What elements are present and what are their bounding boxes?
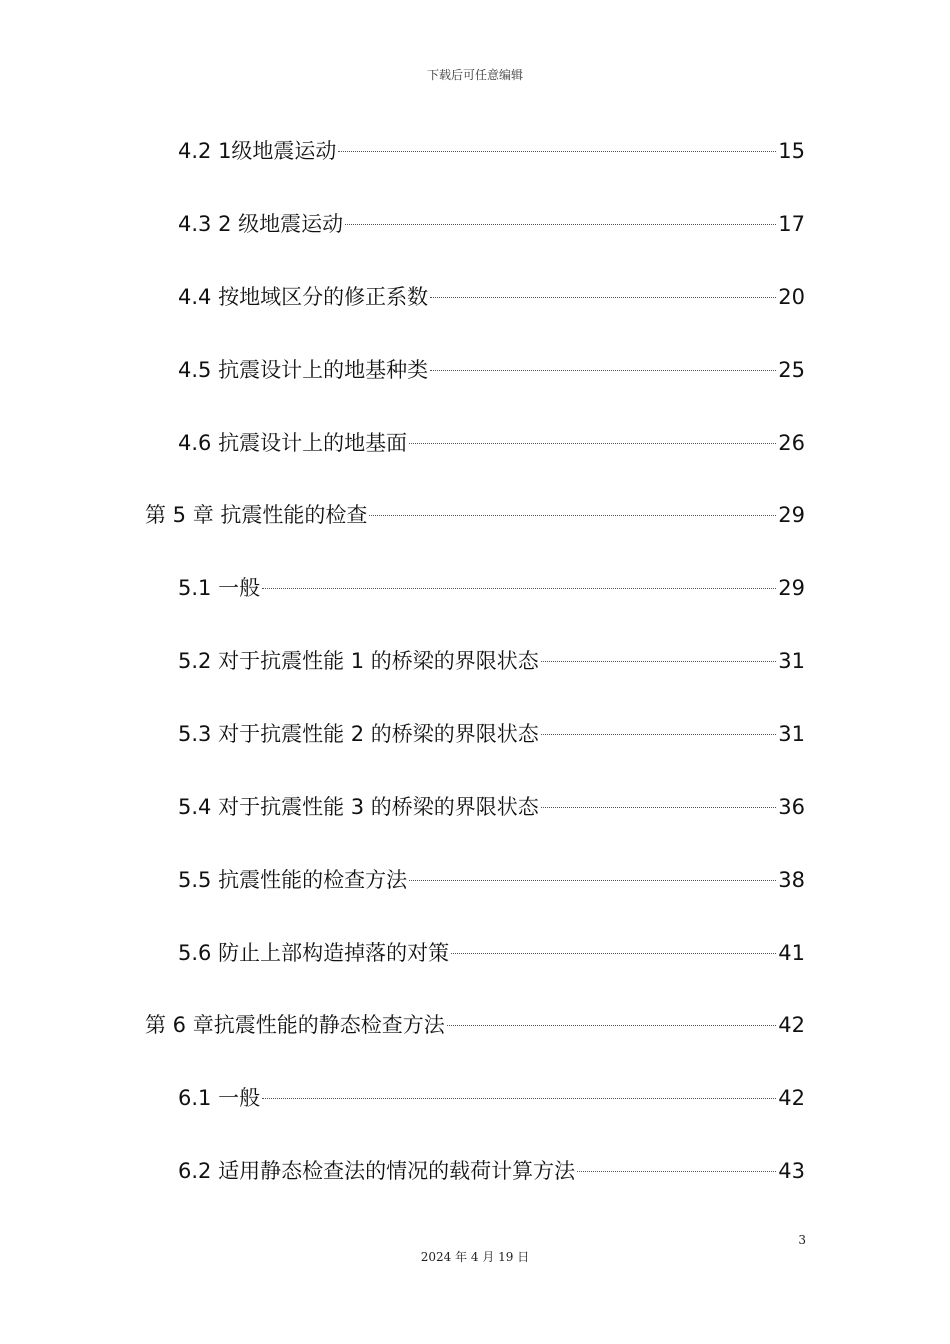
toc-dot-leader: [541, 734, 776, 735]
toc-entry[interactable]: [178, 136, 805, 166]
toc-dot-leader: [541, 661, 776, 662]
toc-dot-leader: [338, 151, 776, 152]
toc-entry-page: 25: [778, 358, 805, 382]
toc-dot-leader: [430, 370, 776, 371]
toc-entry[interactable]: [178, 1083, 805, 1113]
toc-entry[interactable]: [178, 646, 805, 676]
toc-dot-leader: [345, 224, 776, 225]
toc-dot-leader: [451, 953, 776, 954]
toc-entry-title: 4.4 按地域区分的修正系数: [178, 285, 429, 309]
toc-entry-title: 5.2 对于抗震性能 1 的桥梁的界限状态: [178, 649, 539, 673]
toc-dot-leader: [409, 880, 776, 881]
toc-dot-leader: [262, 1098, 776, 1099]
toc-entry-page: 41: [778, 941, 805, 965]
toc-entry-title: 6.1 一般: [178, 1086, 261, 1110]
page-number: 3: [798, 1233, 806, 1247]
toc-entry-page: 15: [778, 139, 805, 163]
toc-entry-title: 6.2 适用静态检查法的情况的载荷计算方法: [178, 1159, 576, 1183]
toc-entry[interactable]: [178, 938, 805, 968]
toc-dot-leader: [262, 588, 776, 589]
toc-entry-page: 42: [778, 1086, 805, 1110]
toc-entry-page: 29: [778, 503, 805, 527]
toc-entry-page: 36: [778, 795, 805, 819]
toc-entry-title: 5.5 抗震性能的检查方法: [178, 868, 408, 892]
toc-entry-title: 4.2 1级地震运动: [178, 139, 337, 163]
toc-entry-page: 43: [778, 1159, 805, 1183]
toc-entry-title: 5.1 一般: [178, 576, 261, 600]
toc-entry[interactable]: [178, 282, 805, 312]
toc-entry-page: 26: [778, 431, 805, 455]
toc-dot-leader: [430, 297, 776, 298]
toc-entry-title: 4.3 2 级地震运动: [178, 212, 344, 236]
toc-entry-page: 42: [778, 1013, 805, 1037]
toc-entry-title: 5.3 对于抗震性能 2 的桥梁的界限状态: [178, 722, 539, 746]
toc-entry-title: 第 5 章 抗震性能的检查: [145, 503, 368, 527]
toc-entry-title: 4.6 抗震设计上的地基面: [178, 431, 408, 455]
page-footer-date: 2024 年 4 月 19 日: [420, 1250, 530, 1264]
toc-dot-leader: [369, 515, 776, 516]
toc-dot-leader: [409, 443, 776, 444]
toc-entry-page: 20: [778, 285, 805, 309]
toc-entry[interactable]: [178, 792, 805, 822]
toc-chapter-entry[interactable]: [145, 1010, 805, 1040]
toc-entry[interactable]: [178, 355, 805, 385]
toc-entry-page: 31: [778, 649, 805, 673]
toc-entry-page: 29: [778, 576, 805, 600]
toc-entry-title: 5.6 防止上部构造掉落的对策: [178, 941, 450, 965]
toc-dot-leader: [447, 1025, 777, 1026]
toc-entry[interactable]: [178, 573, 805, 603]
toc-entry-page: 38: [778, 868, 805, 892]
toc-dot-leader: [577, 1171, 776, 1172]
page-header: 下载后可任意编辑: [426, 68, 523, 82]
toc-entry[interactable]: [178, 719, 805, 749]
toc-dot-leader: [541, 807, 776, 808]
toc-entry[interactable]: [178, 865, 805, 895]
toc-entry[interactable]: [178, 428, 805, 458]
toc-entry-page: 17: [778, 212, 805, 236]
toc-entry[interactable]: [178, 209, 805, 239]
toc-entry-title: 4.5 抗震设计上的地基种类: [178, 358, 429, 382]
toc-chapter-entry[interactable]: [145, 500, 805, 530]
toc-entry-title: 5.4 对于抗震性能 3 的桥梁的界限状态: [178, 795, 539, 819]
toc-entry-page: 31: [778, 722, 805, 746]
toc-entry-title: 第 6 章抗震性能的静态检查方法: [145, 1013, 445, 1037]
toc-entry[interactable]: [178, 1156, 805, 1186]
